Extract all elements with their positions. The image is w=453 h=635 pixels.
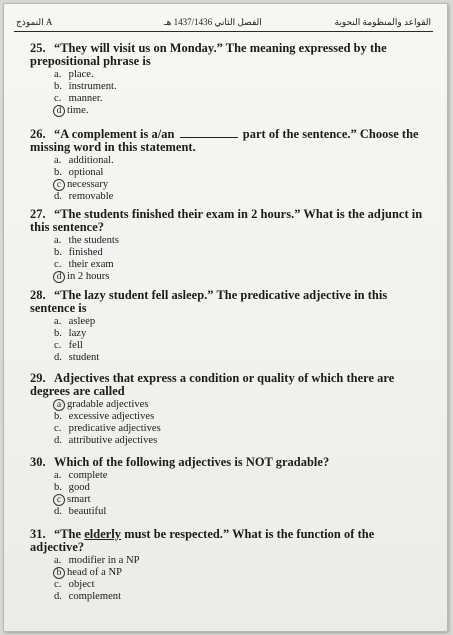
fill-in-blank [180,128,238,138]
option-b[interactable]: b. lazy [54,328,87,339]
question-stem-start: “A complement is a/an [54,127,175,141]
option-b-selected[interactable]: b head of a NP [54,567,429,579]
question-number: 26. [30,127,46,141]
header-divider [14,31,433,32]
question-stem-start: “The [54,527,82,541]
option-c[interactable]: c. predicative adjectives [54,423,161,434]
question-stem: Adjectives that express a condition or quality of which there are degrees are called [30,371,395,398]
option-c[interactable]: c. object [54,579,95,590]
question-stem-end: must be respected.” What is the function of the adjective? [30,527,375,554]
option-b[interactable]: b. good [54,482,90,493]
option-a[interactable]: a. additional. [54,155,114,166]
option-d[interactable]: d. complement [54,591,122,602]
option-c-selected[interactable]: c necessary [54,179,429,191]
underlined-word: elderly [84,527,122,541]
circled-answer-mark: b [53,567,65,579]
options-list [30,235,429,283]
option-b[interactable]: b. finished [54,247,103,258]
options-list [30,555,429,603]
options-list [30,155,429,203]
exam-model-label: النموذج A [16,17,53,27]
question-27 [30,208,429,283]
circled-answer-mark: c [53,494,65,506]
question-stem: “The students finished their exam in 2 hours.” What is the adjunct in this sentence? [30,207,423,234]
exam-term-label: الفصل الثاني 1437/1436 هـ [164,17,262,27]
question-number: 30. [30,455,46,469]
option-a[interactable]: a. the students [54,235,119,246]
option-a[interactable]: a. complete [54,470,108,481]
course-title: القواعد والمنظومة النحوية [334,17,431,27]
option-d-selected[interactable]: d time. [54,105,429,117]
question-number: 29. [30,371,46,385]
option-c[interactable]: c. their exam [54,259,114,270]
question-stem: Which of the following adjectives is NOT gradable? [54,455,330,469]
option-a[interactable]: a. modifier in a NP [54,555,140,566]
circled-answer-mark: c [53,179,65,191]
option-c[interactable]: c. manner. [54,93,103,104]
question-31 [30,528,429,603]
question-25 [30,42,429,117]
exam-page [3,3,448,632]
options-list [30,470,429,518]
page-header [14,16,431,30]
question-29 [30,372,429,447]
option-d[interactable]: d. removable [54,191,114,202]
option-b[interactable]: b. optional [54,167,104,178]
question-28 [30,289,429,364]
question-number: 28. [30,288,46,302]
circled-answer-mark: d [53,105,65,117]
question-stem-end: part of the sentence.” Choose the missing word in this statement. [30,127,419,154]
circled-answer-mark: d [53,271,65,283]
option-d-selected[interactable]: d in 2 hours [54,271,429,283]
circled-answer-mark: a [53,399,65,411]
option-b[interactable]: b. instrument. [54,81,117,92]
question-stem: “The lazy student fell asleep.” The predicative adjective in this sentence is [30,288,388,315]
option-c-selected[interactable]: c smart [54,494,429,506]
options-list [30,399,429,447]
option-d[interactable]: d. student [54,352,100,363]
question-30 [30,456,429,518]
question-number: 27. [30,207,46,221]
options-list [30,316,429,364]
option-a-selected[interactable]: a gradable adjectives [54,399,429,411]
option-b[interactable]: b. excessive adjectives [54,411,155,422]
question-number: 25. [30,41,46,55]
option-a[interactable]: a. asleep [54,316,96,327]
option-d[interactable]: d. beautiful [54,506,107,517]
option-d[interactable]: d. attributive adjectives [54,435,158,446]
question-stem: “They will visit us on Monday.” The meaning expressed by the prepositional phrase is [30,41,387,68]
question-number: 31. [30,527,46,541]
option-c[interactable]: c. fell [54,340,83,351]
question-26 [30,128,429,203]
options-list [30,69,429,117]
option-a[interactable]: a. place. [54,69,94,80]
